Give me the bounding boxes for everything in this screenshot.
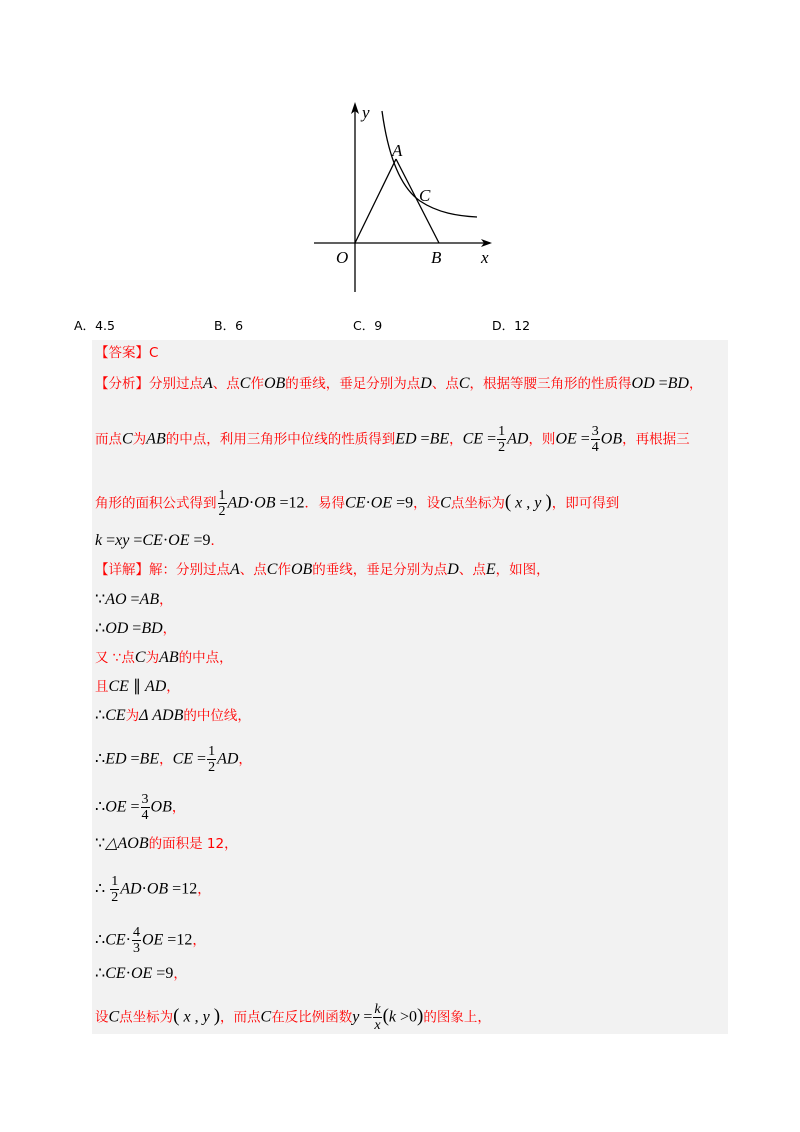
math: CE bbox=[105, 965, 126, 982]
fraction-one-half: $\frac{1}{2}$ bbox=[111, 874, 119, 905]
text: ，设 bbox=[413, 495, 441, 512]
math: ED bbox=[395, 430, 417, 448]
math: C bbox=[134, 649, 146, 666]
text: 、点 bbox=[458, 562, 486, 578]
math: k bbox=[95, 532, 103, 549]
therefore-symbol: ∴ bbox=[95, 798, 106, 816]
math: A bbox=[203, 375, 213, 392]
geometry-figure bbox=[300, 95, 510, 300]
detail-line-3 bbox=[95, 619, 176, 639]
math: OD bbox=[631, 375, 655, 392]
text: ， bbox=[171, 799, 186, 816]
math: AO bbox=[105, 591, 127, 608]
option-c[interactable] bbox=[353, 316, 382, 334]
math: AD bbox=[507, 430, 529, 448]
answer-options bbox=[74, 316, 734, 336]
math: = bbox=[654, 375, 668, 392]
text: ， bbox=[159, 592, 173, 608]
math: = bbox=[416, 430, 430, 448]
math: >0 bbox=[396, 1008, 418, 1026]
math: CE bbox=[108, 678, 129, 695]
text: 的垂线，垂足分别为点 bbox=[312, 562, 448, 578]
math: = bbox=[129, 532, 143, 549]
detail-line-10 bbox=[95, 874, 211, 905]
math: =12 bbox=[275, 494, 305, 512]
fraction-three-quarters: $\frac{3}{4}$ bbox=[141, 792, 149, 823]
math: ∥ bbox=[128, 678, 145, 695]
text: 的中点，利用三角形中位线的性质得到 bbox=[165, 431, 396, 448]
text: 在反比例函数 bbox=[271, 1009, 353, 1026]
math: = bbox=[128, 620, 142, 637]
label-o: O bbox=[336, 248, 349, 267]
math: CE bbox=[462, 430, 484, 448]
text: ， bbox=[449, 431, 463, 448]
math: =12 bbox=[163, 931, 193, 949]
math: BD bbox=[141, 620, 163, 637]
math: BD bbox=[667, 375, 689, 392]
math: · bbox=[162, 532, 169, 549]
option-b[interactable] bbox=[214, 316, 243, 334]
detail-line-5 bbox=[95, 677, 180, 697]
text: 的垂线，垂足分别为点 bbox=[285, 376, 421, 392]
math: OB bbox=[600, 430, 623, 448]
text: 、点 bbox=[239, 562, 267, 578]
math: OE bbox=[168, 532, 190, 549]
option-value: 9 bbox=[374, 318, 383, 333]
therefore-symbol: ∴ bbox=[95, 880, 106, 898]
text: ， bbox=[192, 932, 206, 949]
text: ． bbox=[210, 533, 225, 549]
analysis-line-2 bbox=[95, 424, 690, 455]
text: ，再根据三 bbox=[622, 431, 690, 448]
detail-line-6 bbox=[95, 706, 251, 726]
math: D bbox=[420, 375, 432, 392]
math: AB bbox=[146, 430, 166, 448]
text: 解：分别过点 bbox=[149, 562, 230, 578]
math: y bbox=[534, 494, 546, 512]
text: 为 bbox=[145, 650, 160, 666]
math: =12 bbox=[168, 880, 198, 898]
math: OE bbox=[141, 931, 164, 949]
text: 的面积是 12， bbox=[148, 836, 238, 852]
math: = bbox=[126, 591, 140, 608]
option-letter: A． bbox=[74, 318, 96, 333]
option-value: 12 bbox=[514, 318, 531, 333]
math: = bbox=[359, 1008, 373, 1026]
segment-oa bbox=[355, 159, 396, 243]
detail-line-2 bbox=[95, 590, 173, 610]
text: 又 ∵点 bbox=[95, 650, 135, 666]
therefore-symbol: ∴ bbox=[95, 620, 106, 637]
math: k bbox=[388, 1008, 397, 1026]
math: OE bbox=[555, 430, 577, 448]
text: 的图象上， bbox=[423, 1009, 491, 1026]
detail-line-9 bbox=[95, 834, 238, 854]
text: ， bbox=[166, 679, 180, 695]
answer-tag: 【答案】 bbox=[95, 345, 149, 361]
math: Δ ADB bbox=[139, 707, 184, 724]
fraction-three-quarters: $\frac{3}{4}$ bbox=[591, 424, 599, 455]
fraction-one-half: $\frac{1}{2}$ bbox=[218, 488, 226, 519]
math: OB bbox=[150, 798, 172, 816]
math: xy bbox=[115, 532, 130, 549]
math: y bbox=[202, 1008, 214, 1026]
math: OB bbox=[254, 494, 276, 512]
text: ，而点 bbox=[220, 1009, 261, 1026]
math: AD bbox=[120, 880, 142, 898]
text: 作 bbox=[277, 562, 291, 578]
math: CE bbox=[172, 750, 194, 768]
math: A bbox=[230, 561, 240, 578]
math: = bbox=[483, 430, 497, 448]
because-symbol: ∵ bbox=[95, 835, 106, 852]
detail-tag: 【详解】 bbox=[95, 562, 149, 578]
text: 点坐标为 bbox=[119, 1009, 174, 1026]
math: C bbox=[239, 375, 251, 392]
label-c: C bbox=[419, 186, 431, 205]
math: △AOB bbox=[105, 835, 149, 852]
math: =9 bbox=[392, 494, 414, 512]
label-a: A bbox=[392, 141, 403, 160]
option-value: 6 bbox=[235, 318, 244, 333]
math: OE bbox=[105, 798, 127, 816]
math: · bbox=[141, 880, 147, 898]
detail-line-11 bbox=[95, 925, 206, 956]
math: BE bbox=[429, 430, 450, 448]
detail-line-1 bbox=[95, 560, 550, 580]
text: 、点 bbox=[212, 376, 240, 392]
math: = bbox=[193, 750, 207, 768]
option-a[interactable] bbox=[74, 316, 115, 334]
detail-line-13 bbox=[95, 1002, 491, 1033]
math: =9 bbox=[189, 532, 211, 549]
math: CE bbox=[142, 532, 163, 549]
text: 分别过点 bbox=[149, 376, 203, 392]
math: OB bbox=[146, 880, 169, 898]
option-value: 4.5 bbox=[95, 318, 115, 333]
text: ， bbox=[238, 751, 252, 768]
math: , bbox=[522, 494, 535, 512]
math: ) bbox=[417, 1005, 424, 1027]
label-b: B bbox=[431, 248, 442, 267]
text: ，根据等腰三角形的性质得 bbox=[469, 376, 632, 392]
label-x: x bbox=[481, 248, 489, 267]
therefore-symbol: ∴ bbox=[95, 931, 106, 949]
math: · bbox=[365, 494, 371, 512]
detail-line-8 bbox=[95, 792, 185, 823]
text: 且 bbox=[95, 679, 109, 695]
text: ， bbox=[159, 751, 173, 768]
detail-line-12 bbox=[95, 964, 187, 984]
text: 而点 bbox=[95, 431, 122, 448]
math: AB bbox=[139, 591, 160, 608]
math: ( bbox=[504, 491, 512, 513]
text: ，如图， bbox=[495, 562, 550, 578]
answer-value: C bbox=[149, 345, 159, 361]
detail-line-4 bbox=[95, 648, 233, 668]
math: ) bbox=[213, 1005, 221, 1027]
therefore-symbol: ∴ bbox=[95, 707, 106, 724]
math: AD bbox=[217, 750, 239, 768]
math: C bbox=[122, 430, 133, 448]
text: ， bbox=[197, 881, 211, 898]
math bbox=[105, 881, 109, 898]
option-d[interactable] bbox=[492, 316, 530, 334]
fraction-four-thirds: $\frac{4}{3}$ bbox=[132, 925, 140, 956]
math: C bbox=[260, 1008, 272, 1026]
math: = bbox=[576, 430, 590, 448]
text: 的中位线， bbox=[183, 708, 251, 724]
therefore-symbol: ∴ bbox=[95, 965, 106, 982]
math: C bbox=[266, 561, 278, 578]
math: x bbox=[179, 1008, 191, 1026]
math: = bbox=[126, 798, 140, 816]
text: ，即可得到 bbox=[551, 495, 620, 512]
math: OB bbox=[263, 375, 286, 392]
detail-line-7 bbox=[95, 744, 252, 775]
math: C bbox=[440, 494, 451, 512]
math: D bbox=[447, 561, 459, 578]
math: y bbox=[352, 1008, 360, 1026]
math: CE bbox=[105, 707, 126, 724]
text: 的中点， bbox=[178, 650, 233, 666]
math: BE bbox=[139, 750, 160, 768]
text: 角形的面积公式得到 bbox=[95, 495, 217, 512]
text: 作 bbox=[250, 376, 264, 392]
math: ) bbox=[545, 491, 552, 513]
math: OB bbox=[290, 561, 313, 578]
because-symbol: ∵ bbox=[95, 591, 106, 608]
text: 设 bbox=[95, 1009, 109, 1026]
math: E bbox=[485, 561, 496, 578]
text: ．易得 bbox=[304, 495, 346, 512]
math: · bbox=[125, 931, 131, 949]
text: 为 bbox=[125, 708, 140, 724]
segment-ab bbox=[396, 159, 439, 243]
text: ， bbox=[173, 966, 187, 982]
math: ED bbox=[105, 750, 127, 768]
analysis-line-1 bbox=[95, 374, 702, 394]
math: OE bbox=[130, 965, 153, 982]
math: , bbox=[190, 1008, 203, 1026]
math: AD bbox=[144, 678, 167, 695]
math: =9 bbox=[152, 965, 174, 982]
math: C bbox=[108, 1008, 120, 1026]
math: CE bbox=[105, 931, 126, 949]
analysis-tag: 【分析】 bbox=[95, 376, 149, 392]
coordinate-diagram bbox=[300, 95, 510, 300]
text: 、点 bbox=[431, 376, 459, 392]
text: ， bbox=[688, 376, 703, 392]
analysis-line-3 bbox=[95, 488, 619, 519]
answer-line bbox=[95, 343, 158, 363]
math: CE bbox=[345, 494, 366, 512]
text: ，则 bbox=[528, 431, 556, 448]
text: 点坐标为 bbox=[450, 495, 505, 512]
math: AB bbox=[159, 649, 179, 666]
math: · bbox=[248, 494, 255, 512]
math: · bbox=[125, 965, 131, 982]
math: = bbox=[126, 750, 140, 768]
option-letter: D． bbox=[492, 318, 515, 333]
option-letter: B． bbox=[214, 318, 236, 333]
analysis-line-4 bbox=[95, 531, 224, 551]
therefore-symbol: ∴ bbox=[95, 750, 106, 768]
math: ( bbox=[382, 1005, 389, 1027]
fraction-one-half: $\frac{1}{2}$ bbox=[208, 744, 216, 775]
fraction-k-over-x: $\frac{k}{x}$ bbox=[374, 1002, 381, 1033]
text: 为 bbox=[132, 431, 147, 448]
math: C bbox=[458, 375, 470, 392]
fraction-one-half: $\frac{1}{2}$ bbox=[498, 424, 506, 455]
math: OD bbox=[105, 620, 129, 637]
math: AD bbox=[227, 494, 249, 512]
math: x bbox=[511, 494, 523, 512]
option-letter: C． bbox=[353, 318, 375, 333]
text: ， bbox=[162, 621, 177, 637]
math: ( bbox=[173, 1005, 180, 1027]
label-y: y bbox=[362, 103, 370, 122]
math: = bbox=[102, 532, 116, 549]
math: OE bbox=[370, 494, 393, 512]
